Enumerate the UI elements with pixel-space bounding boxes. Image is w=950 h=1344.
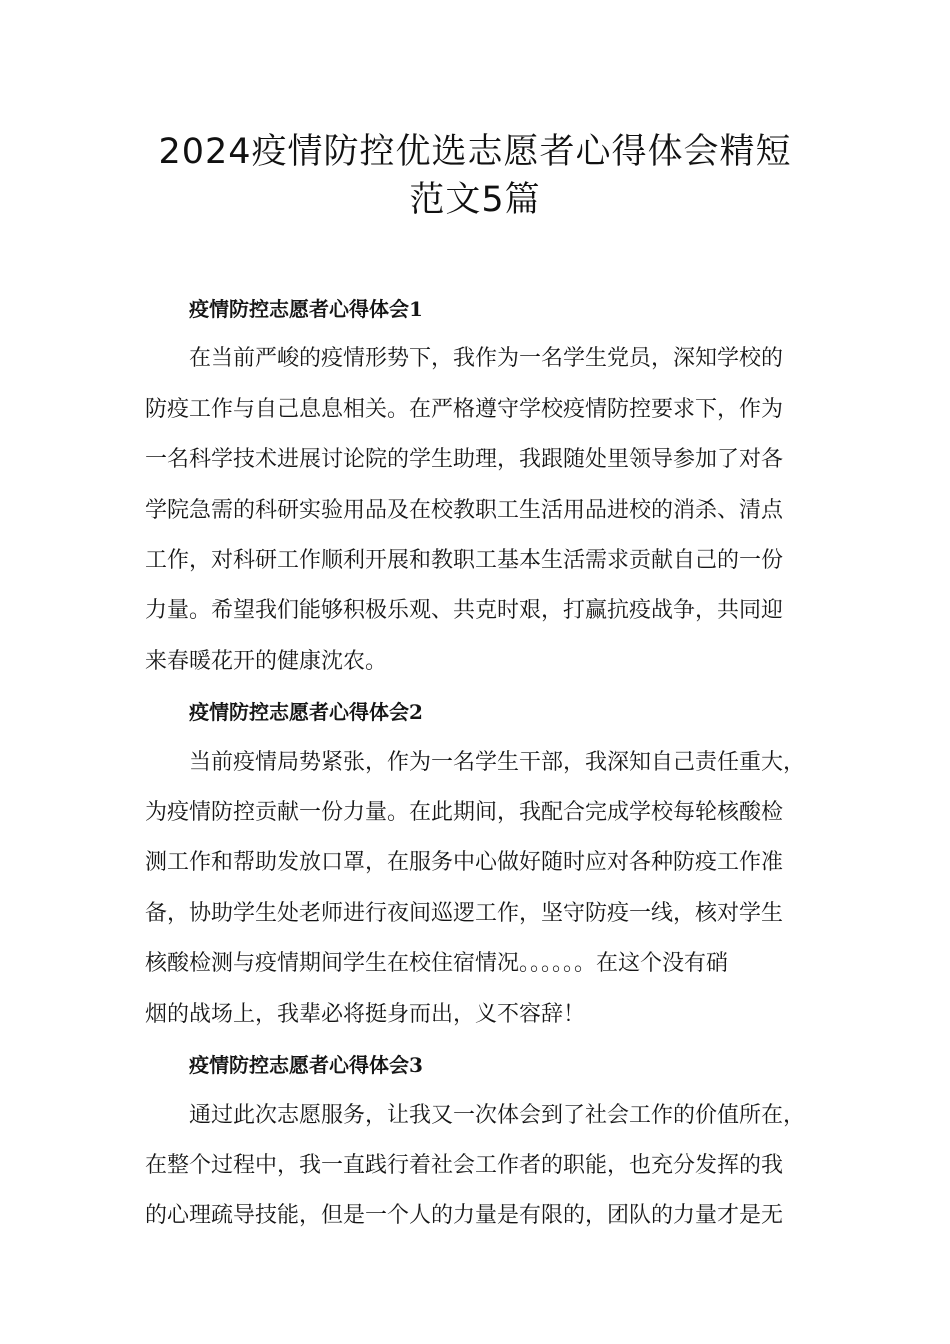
paragraph-line: 核酸检测与疫情期间学生在校住宿情况。。。。。。在这个没有硝 [145, 951, 729, 977]
document-title-line-2: 范文5篇 [409, 180, 541, 220]
document-body [145, 284, 817, 1242]
paragraph-line: 当前疫情局势紧张，作为一名学生干部，我深知自己责任重大， [189, 749, 806, 775]
section-1 [145, 284, 817, 687]
document-title-line-1: 2024疫情防控优选志愿者心得体会精短 [158, 132, 792, 172]
paragraph-line: 通过此次志愿服务，让我又一次体会到了社会工作的价值所在， [189, 1102, 806, 1128]
paragraph-line: 工作，对科研工作顺利开展和教职工基本生活需求贡献自己的一份 [145, 548, 784, 574]
section-paragraph [145, 1091, 817, 1242]
paragraph-line: 防疫工作与自己息息相关。在严格遵守学校疫情防控要求下，作为 [145, 396, 784, 422]
paragraph-line: 在整个过程中，我一直践行着社会工作者的职能，也充分发挥的我 [145, 1152, 784, 1178]
paragraph-line: 测工作和帮助发放口罩，在服务中心做好随时应对各种防疫工作准 [145, 850, 784, 876]
section-2 [145, 687, 817, 1040]
section-heading: 疫情防控志愿者心得体会3 [189, 1053, 423, 1078]
document-title [100, 128, 850, 224]
section-paragraph [145, 738, 817, 1040]
paragraph-line: 的心理疏导技能，但是一个人的力量是有限的，团队的力量才是无 [145, 1203, 784, 1229]
paragraph-line: 一名科学技术进展讨论院的学生助理，我跟随处里领导参加了对各 [145, 447, 784, 473]
paragraph-line: 学院急需的科研实验用品及在校教职工生活用品进校的消杀、清点 [145, 497, 784, 523]
section-heading: 疫情防控志愿者心得体会2 [189, 700, 423, 725]
paragraph-line: 烟的战场上，我辈必将挺身而出，义不容辞！ [145, 1001, 586, 1027]
paragraph-line: 来春暖花开的健康沈农。 [145, 648, 388, 674]
paragraph-line: 备，协助学生处老师进行夜间巡逻工作，坚守防疫一线，核对学生 [145, 900, 784, 926]
section-3 [145, 1040, 817, 1242]
section-paragraph [145, 334, 817, 687]
paragraph-line: 力量。希望我们能够积极乐观、共克时艰，打赢抗疫战争，共同迎 [145, 598, 784, 624]
paragraph-line: 在当前严峻的疫情形势下，我作为一名学生党员，深知学校的 [189, 346, 784, 372]
paragraph-line: 为疫情防控贡献一份力量。在此期间，我配合完成学校每轮核酸检 [145, 800, 784, 826]
section-heading: 疫情防控志愿者心得体会1 [189, 297, 423, 321]
